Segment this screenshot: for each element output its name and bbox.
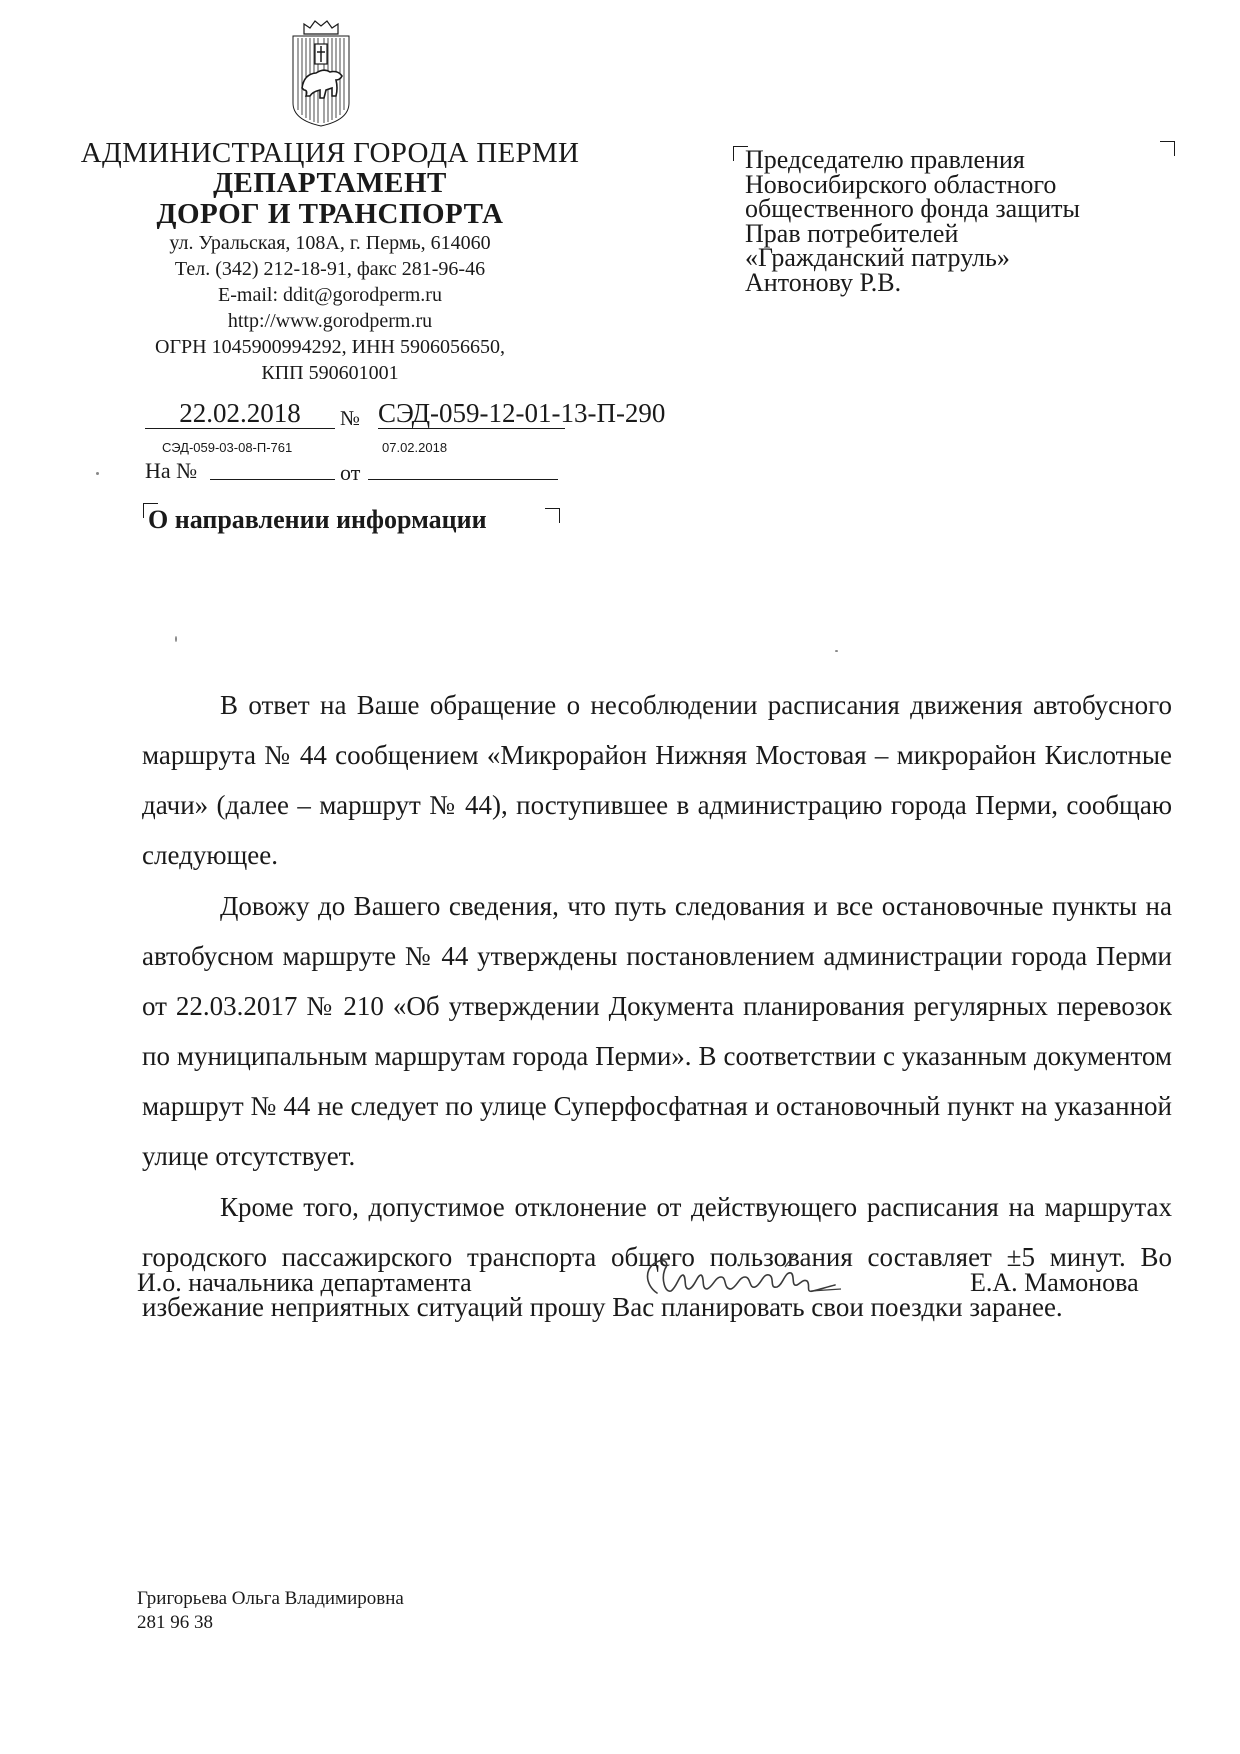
- letter-date: 22.02.2018: [145, 398, 335, 429]
- scan-speck: [96, 472, 99, 475]
- body-paragraph: Довожу до Вашего сведения, что путь следования и все остановочные пункты на автобусном маршруте № 44 утверждены постановлением администрации города Перми от 22.03.2017 № 210 «Об утверждении Документа планирования регулярных перевозок по муниципальным маршрутам города Перми». В соответствии с указанным документом маршрут № 44 не следует по улице Суперфосфатная и остановочный пункт на указанной улице отсутствует.: [142, 891, 1172, 1171]
- reference-date-label: от: [340, 460, 361, 485]
- addressee-line: Прав потребителей: [745, 218, 959, 248]
- number-sign: №: [340, 406, 361, 430]
- department-name-line2: ДОРОГ И ТРАНСПОРТА: [156, 198, 504, 230]
- reference-date-line: [368, 479, 558, 480]
- executor-phone: 281 96 38: [137, 1612, 213, 1633]
- addressee-name: Антонову Р.В.: [745, 267, 902, 297]
- body-paragraph: В ответ на Ваше обращение о несоблюдении расписания движения автобусного маршрута № 44 сообщением «Микрорайон Нижняя Мостовая – микрорайон Кислотные дачи» (далее – маршрут № 44), поступившее в администрацию города Перми, сообщаю следующее.: [142, 690, 1172, 870]
- body-paragraph: Кроме того, допустимое отклонение от действующего расписания на маршрутах городского пассажирского транспорта общего пользования составляет ±5 минут. Во избежание неприятных ситуаций прошу Вас планировать свои поездки заранее.: [142, 1192, 1172, 1322]
- addressee-block: [745, 145, 1185, 297]
- letter-body: [142, 680, 1172, 1333]
- organization-name: АДМИНИСТРАЦИЯ ГОРОДА ПЕРМИ: [80, 137, 580, 169]
- signer-title: И.о. начальника департамента: [137, 1268, 472, 1297]
- executor-name: Григорьева Ольга Владимировна: [137, 1588, 404, 1609]
- scan-speck: [835, 650, 838, 652]
- handwritten-signature: [635, 1245, 855, 1315]
- subject-corner-right: [545, 508, 560, 523]
- reference-number-line: [210, 479, 335, 480]
- registration-number-underline: [378, 428, 565, 429]
- reference-number-label: На №: [145, 458, 198, 483]
- reference-date: 07.02.2018: [382, 440, 448, 455]
- coat-of-arms-emblem: [290, 18, 352, 128]
- reference-number: СЭД-059-03-08-П-761: [162, 440, 293, 455]
- letter-subject: О направлении информации: [148, 505, 487, 534]
- scan-speck: [175, 636, 177, 642]
- signer-name: Е.А. Мамонова: [970, 1268, 1139, 1297]
- website-url: http://www.gorodperm.ru: [227, 310, 433, 332]
- addressee-line: Новосибирского областного: [745, 169, 1057, 199]
- addressee-line: «Гражданский патруль»: [745, 243, 1010, 272]
- registration-number: СЭД-059-12-01-13-П-290: [378, 398, 666, 428]
- phone-fax: Тел. (342) 212-18-91, факс 281-96-46: [174, 258, 486, 280]
- addressee-line: Председателю правления: [745, 145, 1025, 174]
- addressee-corner-right: [1160, 141, 1175, 156]
- kpp: КПП 590601001: [261, 362, 399, 384]
- department-name-line1: ДЕПАРТАМЕНТ: [213, 167, 447, 199]
- ogrn-inn: ОГРН 1045900994292, ИНН 5906056650,: [155, 336, 505, 358]
- postal-address: ул. Уральская, 108А, г. Пермь, 614060: [169, 232, 491, 254]
- email-address: E-mail: ddit@gorodperm.ru: [218, 284, 442, 306]
- addressee-line: общественного фонда защиты: [745, 194, 1080, 223]
